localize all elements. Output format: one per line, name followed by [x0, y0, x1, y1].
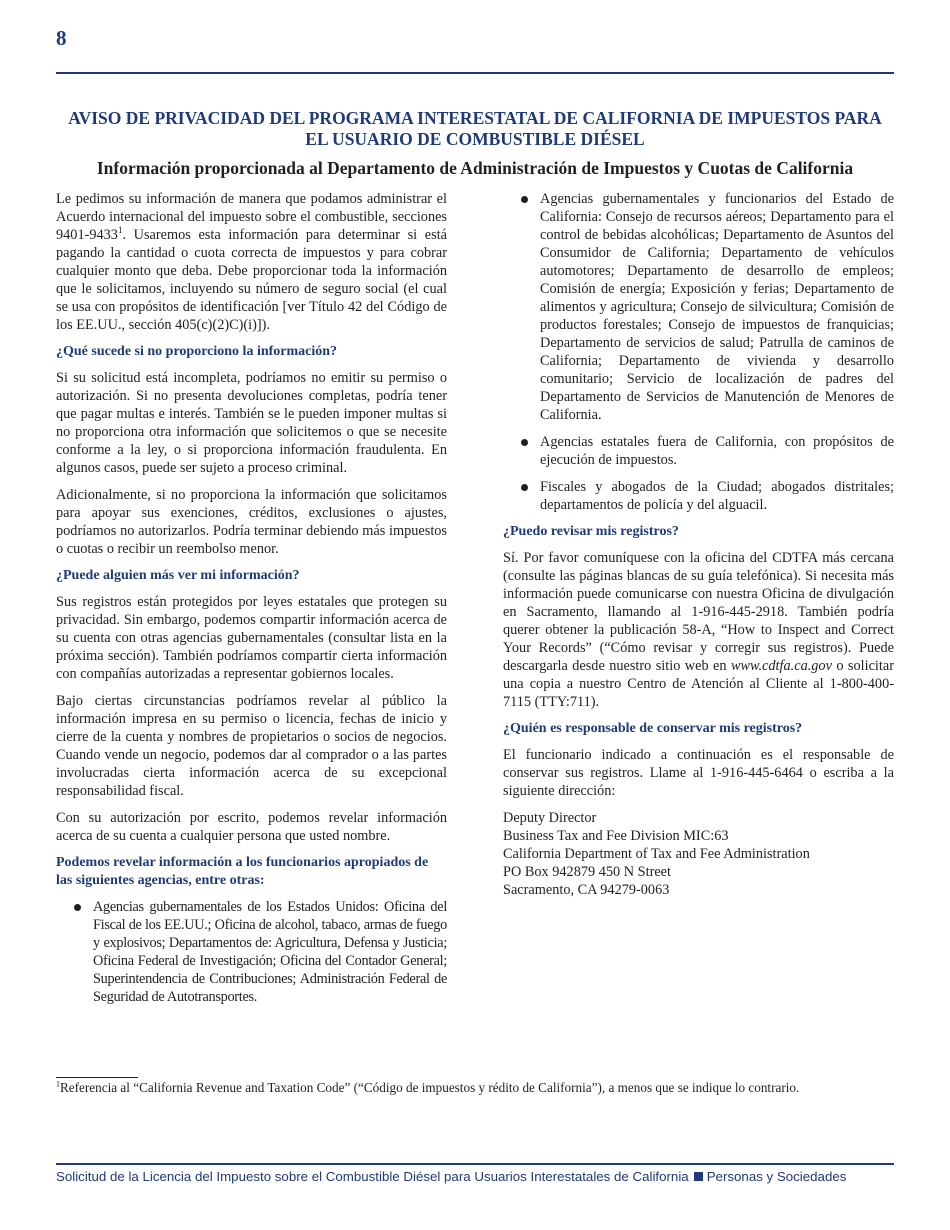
- list-item: Fiscales y abogados de la Ciudad; abogados distritales; departamentos de policía y del alguacil.: [503, 478, 894, 514]
- top-divider: [56, 72, 894, 74]
- website-link[interactable]: www.cdtfa.ca.gov: [730, 658, 832, 674]
- footnote: [56, 1080, 894, 1096]
- footnote-divider: [56, 1077, 138, 1078]
- address-line: Deputy Director: [503, 810, 597, 826]
- paragraph: Bajo ciertas circunstancias podríamos revelar al público la información impresa en su permiso o licencia, fechas de inicio y cierre de la cuenta y nombres de propietarios o socios de negocios. Cuando vende un negocio, podemos dar al comprador o a las partes involucradas cierta información acerca de su excepcional responsabilidad fiscal.: [56, 693, 447, 799]
- page-footer: [56, 1169, 894, 1184]
- footnote-text: Referencia al “California Revenue and Taxation Code” (“Código de impuestos y rédito de California”), a menos que se indique lo contrario.: [60, 1080, 800, 1095]
- left-column: [56, 190, 447, 1015]
- right-column: [503, 190, 894, 899]
- list-item: Agencias estatales fuera de California, con propósitos de ejecución de impuestos.: [503, 433, 894, 469]
- section-heading: ¿Puedo revisar mis registros?: [503, 524, 679, 539]
- list-item: Agencias gubernamentales y funcionarios del Estado de California: Consejo de recursos aéreos; Departamento para el control de bebidas alcohólicas; Departamento de Asuntos del Consumidor de California; Departamento de vehículos automotores; Departamento de desarrollo de empleos; Comisión de energía; Exposición y ferias; Departamento de alimentos y agricultura; Consejo de silvicultura; Comisión de productos forestales; Consejo de impuestos de franquicias; Departamento de servicios de salud; Patrulla de caminos de California; Departamento de vivienda y desarrollo comunitario; Servicio de localización de padres del Departamento de Servicios de Manutención de Menores de California.: [503, 190, 894, 424]
- footer-section: Personas y Sociedades: [706, 1169, 847, 1184]
- bottom-divider: [56, 1163, 894, 1165]
- paragraph: Sí. Por favor comuníquese con la oficina del CDTFA más cercana (consulte las páginas blancas de su guía telefónica). Si necesita más información puede comunicarse con nuestra Oficina de divulgación en Sacramento, llamando al 1-916-445-2918. También podría querer obtener la publicación 58-A, “How to Inspect and Correct Your Records” (“Cómo revisar y corregir sus registros). Puede descargarla desde nuestro sitio web en www.cdtfa.ca.gov o solicitar una copia a nuestro Centro de Atención al Cliente al 1-800-400-7115 (TTY:711).: [503, 550, 894, 710]
- address-line: Business Tax and Fee Division MIC:63: [503, 828, 729, 844]
- footnote-marker: 1: [56, 1079, 60, 1089]
- agency-list: [503, 190, 894, 514]
- footer-title: Solicitud de la Licencia del Impuesto sobre el Combustible Diésel para Usuarios Interestatales de California: [56, 1169, 689, 1184]
- paragraph: Sus registros están protegidos por leyes estatales que protegen su privacidad. Sin embargo, podemos compartir información acerca de su cuenta con otras agencias gubernamentales (consultar lista en la próxima sección). También podríamos compartir cierta información con compañías autorizadas a representar gobiernos locales.: [56, 594, 447, 682]
- list-item: Agencias gubernamentales de los Estados Unidos: Oficina del Fiscal de los EE.UU.; Oficina de alcohol, tabaco, armas de fuego y explosivos; Departamentos de: Agricultura, Defensa y Justicia; Oficina Federal de Investigación; Oficina del Contador General; Superintendencia de Contribuciones; Administración Federal de Seguridad de Autotransportes.: [56, 898, 447, 1006]
- agency-list: [56, 898, 447, 1006]
- bullet-icon: [74, 904, 81, 911]
- bullet-icon: [521, 196, 528, 203]
- mailing-address: [503, 809, 894, 899]
- paragraph: Con su autorización por escrito, podemos revelar información acerca de su cuenta a cualquier persona que usted nombre.: [56, 810, 447, 844]
- section-heading: ¿Quién es responsable de conservar mis registros?: [503, 721, 803, 736]
- page-subtitle: Información proporcionada al Departamento de Administración de Impuestos y Cuotas de California: [96, 158, 854, 178]
- paragraph: Adicionalmente, si no proporciona la información que solicitamos para apoyar sus exenciones, créditos, exclusiones o ajustes, podríamos no autorizarlos. Podría terminar debiendo más impuestos o cuotas o recibir un reembolso menor.: [56, 487, 447, 557]
- paragraph: Si su solicitud está incompleta, podríamos no emitir su permiso o autorización. Si no presenta devoluciones completas, podría tener que pagar multas e interés. También se le pueden imponer multas si no proporciona otra información que solicitemos o que se necesite conforme a la ley, o si proporciona información fraudulenta. En algunos casos, puede ser sujeto a proceso criminal.: [56, 370, 447, 476]
- footnote-ref: 1: [117, 225, 123, 236]
- address-line: California Department of Tax and Fee Administration: [503, 846, 810, 862]
- section-heading: ¿Qué sucede si no proporciono la información?: [56, 344, 338, 359]
- intro-paragraph: Le pedimos su información de manera que podamos administrar el Acuerdo internacional del impuesto sobre el combustible, secciones 9401-9433$^1$. Usaremos esta información para determinar si está pagando la cantidad o cuota correcta de impuestos y para cobrar cualquier monto que deba. Debe proporcionar toda la información que le solicitamos, incluyendo su número de seguro social (el cual se usa con propósitos de identificación [ver Título 42 del Código de los EE.UU., sección 405(c)(2)C)(i)]).: [56, 191, 447, 333]
- bullet-icon: [521, 484, 528, 491]
- bullet-icon: [521, 439, 528, 446]
- section-heading: Podemos revelar información a los funcionarios apropiados de las siguientes agencias, entre otras:: [56, 855, 429, 888]
- square-separator-icon: [694, 1172, 703, 1181]
- paragraph: El funcionario indicado a continuación es el responsable de conservar sus registros. Llame al 1-916-445-6464 o escriba a la siguiente dirección:: [503, 747, 894, 799]
- page-number: 8: [56, 26, 67, 50]
- address-line: PO Box 942879 450 N Street: [503, 864, 671, 880]
- section-heading: ¿Puede alguien más ver mi información?: [56, 568, 300, 583]
- address-line: Sacramento, CA 94279-0063: [503, 882, 670, 898]
- page-title: AVISO DE PRIVACIDAD DEL PROGRAMA INTERESTATAL DE CALIFORNIA DE IMPUESTOS PARA EL USUARIO DE COMBUSTIBLE DIÉSEL: [68, 108, 882, 149]
